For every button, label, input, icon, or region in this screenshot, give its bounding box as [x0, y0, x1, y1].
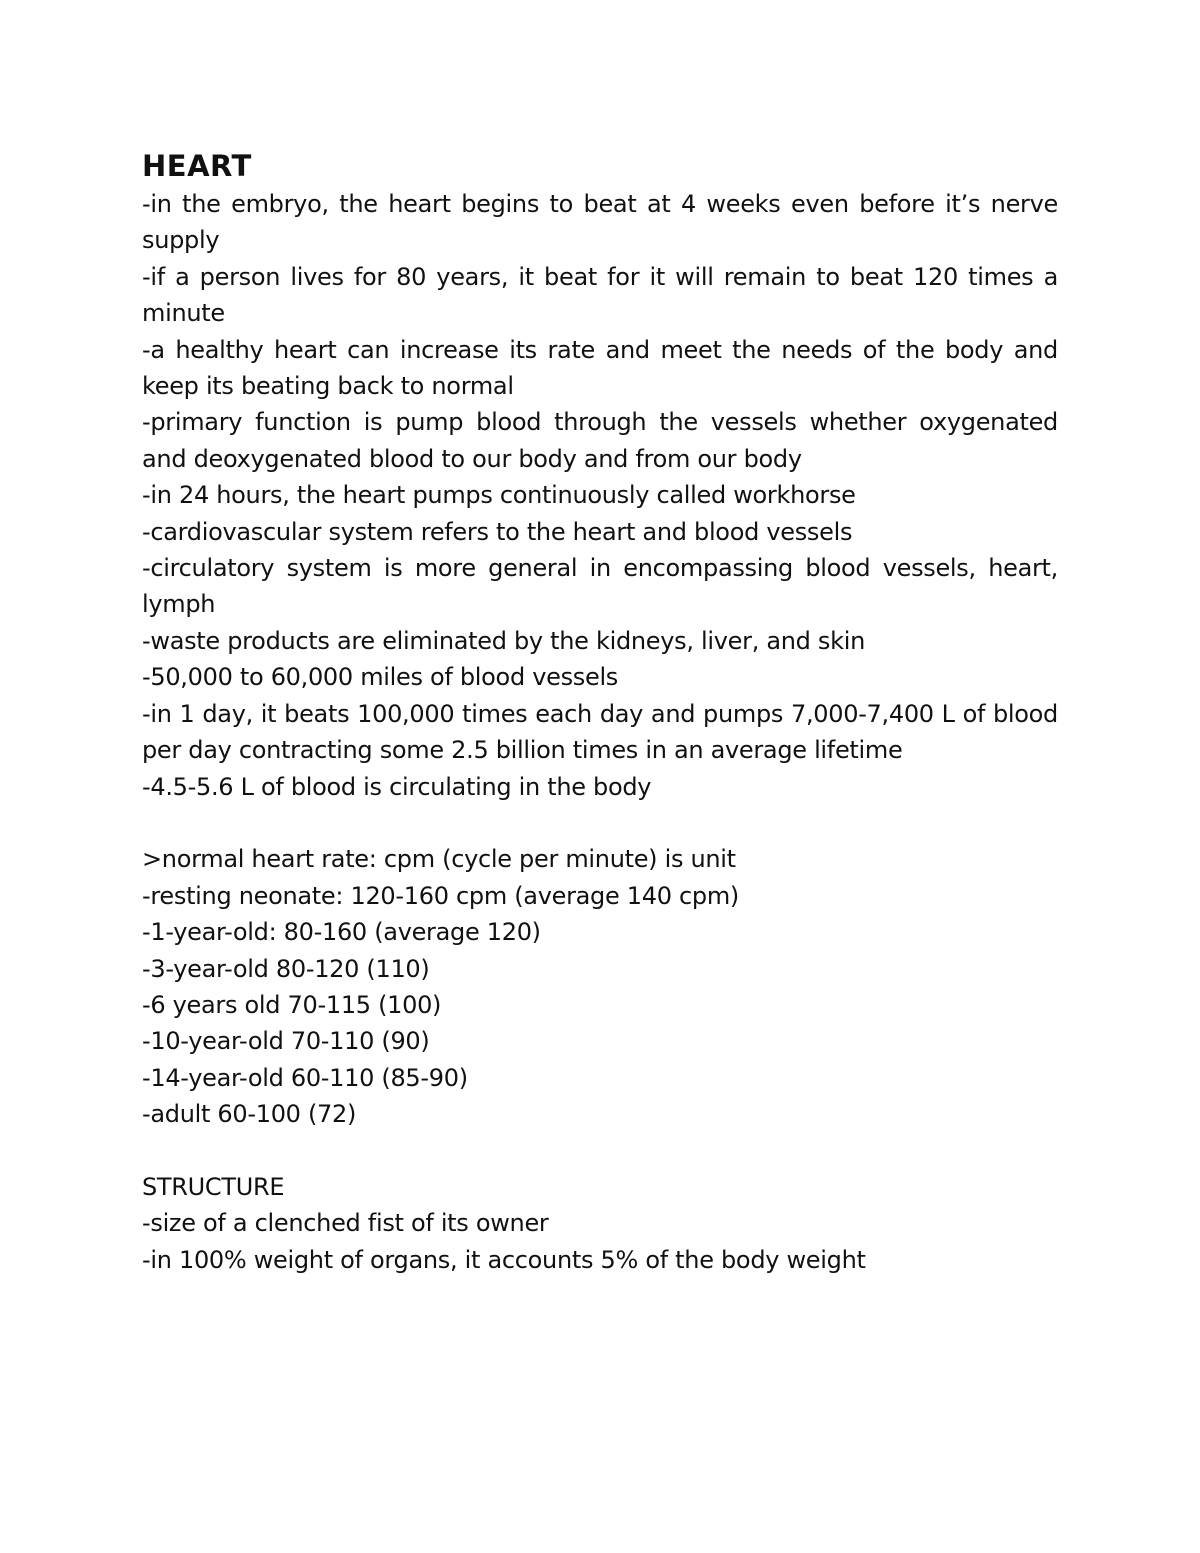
note-workhorse: -in 24 hours, the heart pumps continuously called workhorse — [142, 481, 856, 510]
structure-heading: STRUCTURE — [142, 1172, 285, 1201]
document-body — [142, 148, 1058, 1278]
blank-line — [142, 1133, 1058, 1169]
heart-rate-heading: >normal heart rate: cpm (cycle per minute) is unit — [142, 845, 736, 874]
heart-rate-1-year: -1-year-old: 80-160 (average 120) — [142, 918, 541, 947]
note-waste-products: -waste products are eliminated by the kidneys, liver, and skin — [142, 626, 866, 655]
structure-weight: -in 100% weight of organs, it accounts 5% of the body weight — [142, 1245, 866, 1274]
note-circulatory-system: -circulatory system is more general in encompassing blood vessels, heart, lymph — [142, 554, 1058, 619]
heart-rate-adult: -adult 60-100 (72) — [142, 1100, 357, 1129]
structure-size: -size of a clenched fist of its owner — [142, 1209, 549, 1238]
blank-line — [142, 805, 1058, 841]
note-blood-vessel-miles: -50,000 to 60,000 miles of blood vessels — [142, 663, 619, 692]
heart-rate-neonate: -resting neonate: 120-160 cpm (average 140 cpm) — [142, 881, 739, 910]
note-lifetime-beats: -if a person lives for 80 years, it beat for it will remain to beat 120 times a minute — [142, 262, 1058, 328]
heart-rate-14-year: -14-year-old 60-110 (85-90) — [142, 1063, 468, 1092]
page-title: HEART — [142, 149, 252, 183]
heart-rate-6-year: -6 years old 70-115 (100) — [142, 990, 442, 1019]
note-primary-function: -primary function is pump blood through the vessels whether oxygenated and deoxygenated blood to our body and from our body — [142, 408, 1058, 473]
note-healthy-heart-rate: -a healthy heart can increase its rate and meet the needs of the body and keep its beating back to normal — [142, 335, 1058, 401]
heart-rate-10-year: -10-year-old 70-110 (90) — [142, 1027, 430, 1056]
note-daily-beats: -in 1 day, it beats 100,000 times each day and pumps 7,000-7,400 L of blood per day contracting some 2.5 billion times in an average lifetime — [142, 699, 1058, 765]
note-cardiovascular-system: -cardiovascular system refers to the heart and blood vessels — [142, 517, 853, 546]
heart-rate-3-year: -3-year-old 80-120 (110) — [142, 954, 430, 983]
note-embryo-heartbeat: -in the embryo, the heart begins to beat at 4 weeks even before it’s nerve supply — [142, 190, 1058, 255]
note-blood-volume: -4.5-5.6 L of blood is circulating in the body — [142, 772, 652, 801]
